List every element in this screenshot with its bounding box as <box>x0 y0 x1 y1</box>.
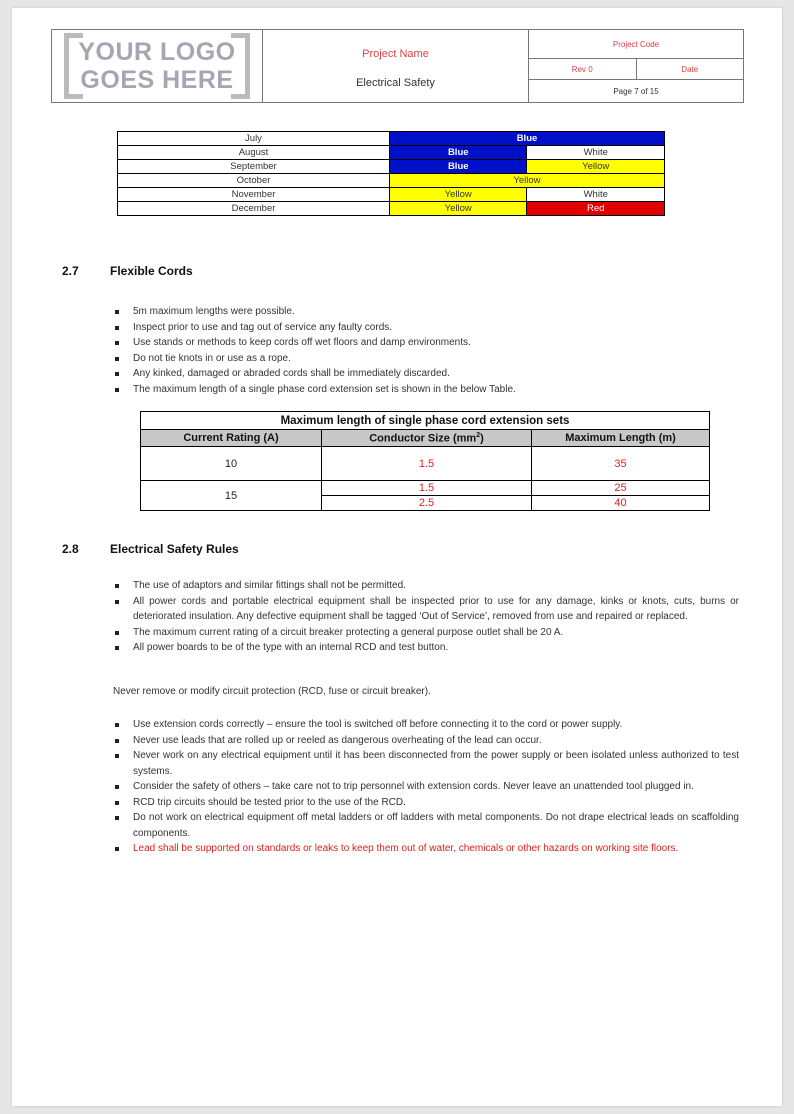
color-table-row <box>118 188 665 202</box>
color-table-row <box>118 202 665 216</box>
month-cell: September <box>118 160 390 174</box>
color-cell-white: White <box>527 188 665 202</box>
section-number: 2.7 <box>62 264 79 278</box>
color-table-row <box>118 132 665 146</box>
document-page <box>12 8 782 1106</box>
color-cell-yellow: Yellow <box>527 160 665 174</box>
list-item: Use stands or methods to keep cords off wet floors and damp environments. <box>113 335 753 351</box>
revision: Rev 0 <box>529 59 637 79</box>
color-cell-yellow: Yellow <box>389 188 527 202</box>
month-cell: October <box>118 174 390 188</box>
meta-cell <box>529 30 743 102</box>
list-item: The use of adaptors and similar fittings shall not be permitted. <box>113 578 739 594</box>
table-cell: 15 <box>141 481 322 511</box>
header-current-rating: Current Rating (A) <box>141 430 322 447</box>
table-cell: 40 <box>532 496 710 511</box>
list-item: 5m maximum lengths were possible. <box>113 304 753 320</box>
table-cell: 1.5 <box>322 447 532 481</box>
table-cell: 10 <box>141 447 322 481</box>
safety-rules-list-2 <box>113 717 739 857</box>
list-item: RCD trip circuits should be tested prior to the use of the RCD. <box>113 795 739 811</box>
color-cell-blue: Blue <box>389 132 664 146</box>
month-cell: November <box>118 188 390 202</box>
header-max-length: Maximum Length (m) <box>532 430 710 447</box>
month-color-table <box>117 131 665 216</box>
color-table-row <box>118 160 665 174</box>
project-code: Project Code <box>529 30 743 59</box>
month-cell: July <box>118 132 390 146</box>
header-conductor-size: Conductor Size $(mm^2)$ <box>322 430 532 447</box>
color-table-row <box>118 146 665 160</box>
color-cell-blue: Blue <box>389 146 527 160</box>
color-cell-yellow: Yellow <box>389 174 664 188</box>
list-item: Use extension cords correctly – ensure the tool is switched off before connecting it to the cord or power supply. <box>113 717 739 733</box>
color-cell-white: White <box>527 146 665 160</box>
extension-length-table <box>140 411 710 511</box>
date: Date <box>681 64 699 74</box>
list-item: Do not tie knots in or use as a rope. <box>113 351 753 367</box>
table-cell: 25 <box>532 481 710 496</box>
circuit-protection-note: Never remove or modify circuit protection (RCD, fuse or circuit breaker). <box>113 686 431 697</box>
table-caption: Maximum length of single phase cord extension sets <box>141 412 710 430</box>
section-number: 2.8 <box>62 542 79 556</box>
list-item: All power cords and portable electrical equipment shall be inspected prior to use for any damage, kinks or knots, cuts, burns or deteriorated insulation. Any defective equipment shall be tagged ‘Out of Service’, removed from use and repaired or replaced. <box>113 594 739 625</box>
section-title: Flexible Cords <box>110 264 193 278</box>
logo-placeholder <box>64 33 250 99</box>
month-cell: August <box>118 146 390 160</box>
list-item: Inspect prior to use and tag out of service any faulty cords. <box>113 320 753 336</box>
table-cell: 1.5 <box>322 481 532 496</box>
safety-rules-list <box>113 578 739 656</box>
project-name: Project Name <box>362 47 429 60</box>
rev-date-row <box>529 59 743 80</box>
logo-line-1: YOUR LOGO <box>78 38 236 66</box>
list-item: Never use leads that are rolled up or reeled as dangerous overheating of the lead can occur. <box>113 733 739 749</box>
list-item: The maximum length of a single phase cord extension set is shown in the below Table. <box>113 382 753 398</box>
page-number: Page 7 of 15 <box>613 86 659 96</box>
color-cell-red: Red <box>527 202 665 216</box>
month-cell: December <box>118 202 390 216</box>
list-item-highlighted: Lead shall be supported on standards or leaks to keep them out of water, chemicals or other hazards on working site floors. <box>113 841 739 857</box>
color-cell-blue: Blue <box>389 160 527 174</box>
list-item: Never work on any electrical equipment until it has been disconnected from the power supply or been isolated unless authorized to test systems. <box>113 748 739 779</box>
section-title: Electrical Safety Rules <box>110 542 239 556</box>
color-cell-yellow: Yellow <box>389 202 527 216</box>
table-cell: 2.5 <box>322 496 532 511</box>
logo-cell <box>52 30 263 102</box>
page-header <box>51 29 744 103</box>
list-item: The maximum current rating of a circuit breaker protecting a general purpose outlet shall be 20 A. <box>113 625 739 641</box>
logo-line-2: GOES HERE <box>80 66 234 94</box>
list-item: Any kinked, damaged or abraded cords shall be immediately discarded. <box>113 366 753 382</box>
table-cell: 35 <box>532 447 710 481</box>
list-item: Consider the safety of others – take care not to trip personnel with extension cords. Never leave an unattended tool plugged in. <box>113 779 739 795</box>
list-item: Do not work on electrical equipment off metal ladders or off ladders with metal components. Do not drape electrical leads on scaffolding components. <box>113 810 739 841</box>
title-cell <box>263 30 529 102</box>
document-subject: Electrical Safety <box>356 76 435 89</box>
flexible-cords-list <box>113 304 753 397</box>
color-table-row <box>118 174 665 188</box>
list-item: All power boards to be of the type with an internal RCD and test button. <box>113 640 739 656</box>
